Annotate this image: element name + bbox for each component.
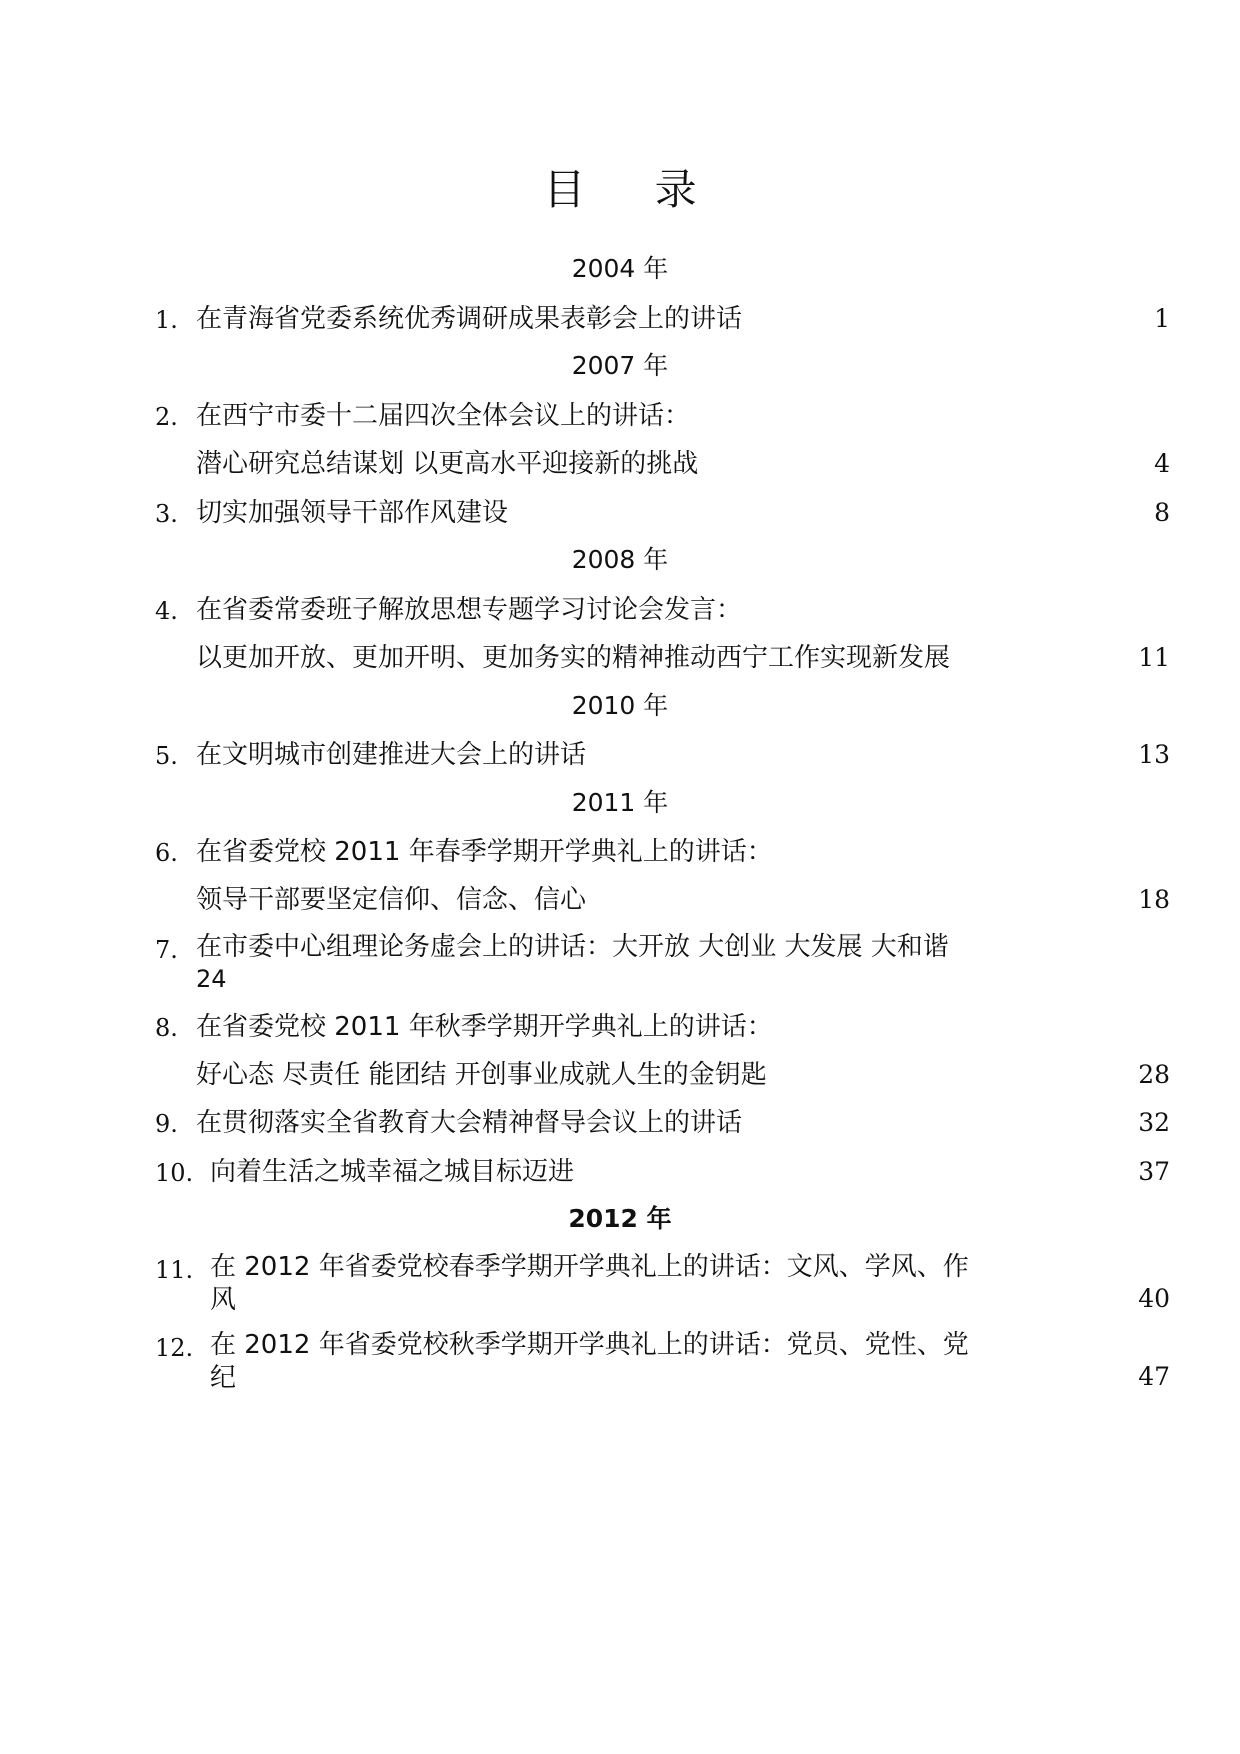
entry-title[interactable]: 向着生活之城幸福之城目标迈进	[210, 1157, 575, 1187]
entry-page[interactable]: 40	[1138, 1284, 1170, 1313]
entry-page[interactable]: 28	[1138, 1060, 1170, 1089]
entry-subtitle[interactable]: 潜心研究总结谋划 以更高水平迎接新的挑战	[196, 449, 699, 479]
entry-page[interactable]: 18	[1138, 885, 1170, 914]
entry-page[interactable]: 47	[1138, 1362, 1170, 1391]
entry-title[interactable]: 在文明城市创建推进大会上的讲话	[196, 740, 587, 770]
entry-number: 11.	[155, 1256, 194, 1284]
entry-page[interactable]: 8	[1154, 498, 1170, 527]
entry-page[interactable]: 13	[1138, 740, 1170, 769]
entry-number: 7.	[155, 936, 178, 964]
entry-subtitle[interactable]: 好心态 尽责任 能团结 开创事业成就人生的金钥匙	[196, 1060, 767, 1090]
entry-title[interactable]: 在西宁市委十二届四次全体会议上的讲话：	[196, 401, 691, 431]
entry-title[interactable]: 在省委党校 2011 年秋季学期开学典礼上的讲话：	[196, 1012, 773, 1042]
entry-title[interactable]: 切实加强领导干部作风建设	[196, 498, 509, 528]
entry-number: 3.	[155, 500, 178, 528]
year-heading-2007: 2007 年	[571, 351, 669, 380]
entry-title[interactable]: 在青海省党委系统优秀调研成果表彰会上的讲话	[196, 304, 743, 334]
entry-number: 9.	[155, 1110, 178, 1138]
entry-number: 5.	[155, 742, 178, 770]
entry-subtitle[interactable]: 领导干部要坚定信仰、信念、信心	[196, 885, 587, 915]
entry-title[interactable]: 在 2012 年省委党校秋季学期开学典礼上的讲话：党员、党性、党纪	[210, 1330, 969, 1393]
entry-title[interactable]: 在省委常委班子解放思想专题学习讨论会发言：	[196, 595, 743, 625]
entry-number: 2.	[155, 403, 178, 431]
entry-subtitle[interactable]: 以更加开放、更加开明、更加务实的精神推动西宁工作实现新发展	[196, 643, 951, 673]
year-heading-2004: 2004 年	[571, 254, 669, 283]
year-heading-2012: 2012 年	[568, 1204, 672, 1233]
entry-page[interactable]: 11	[1138, 643, 1170, 672]
entry-title[interactable]: 在省委党校 2011 年春季学期开学典礼上的讲话：	[196, 837, 773, 867]
entry-number: 1.	[155, 306, 178, 334]
entry-title[interactable]: 在 2012 年省委党校春季学期开学典礼上的讲话：文风、学风、作风	[210, 1252, 969, 1315]
entry-number: 10.	[155, 1159, 194, 1187]
year-heading-2008: 2008 年	[571, 545, 669, 574]
year-heading-2010: 2010 年	[571, 691, 669, 720]
entry-number: 8.	[155, 1014, 178, 1042]
entry-page[interactable]: 37	[1138, 1157, 1170, 1186]
entry-page[interactable]: 1	[1154, 304, 1170, 333]
entry-title[interactable]: 在贯彻落实全省教育大会精神督导会议上的讲话	[196, 1108, 743, 1138]
entry-number: 12.	[155, 1334, 194, 1362]
entry-page[interactable]: 32	[1138, 1108, 1170, 1137]
entry-number: 6.	[155, 839, 178, 867]
entry-title[interactable]: 在市委中心组理论务虚会上的讲话：大开放 大创业 大发展 大和谐	[196, 932, 949, 962]
entry-page[interactable]: 4	[1154, 449, 1170, 478]
page-title: 目 录	[543, 165, 725, 214]
entry-page[interactable]: 24	[196, 965, 227, 993]
entry-number: 4.	[155, 597, 178, 625]
year-heading-2011: 2011 年	[571, 788, 669, 817]
